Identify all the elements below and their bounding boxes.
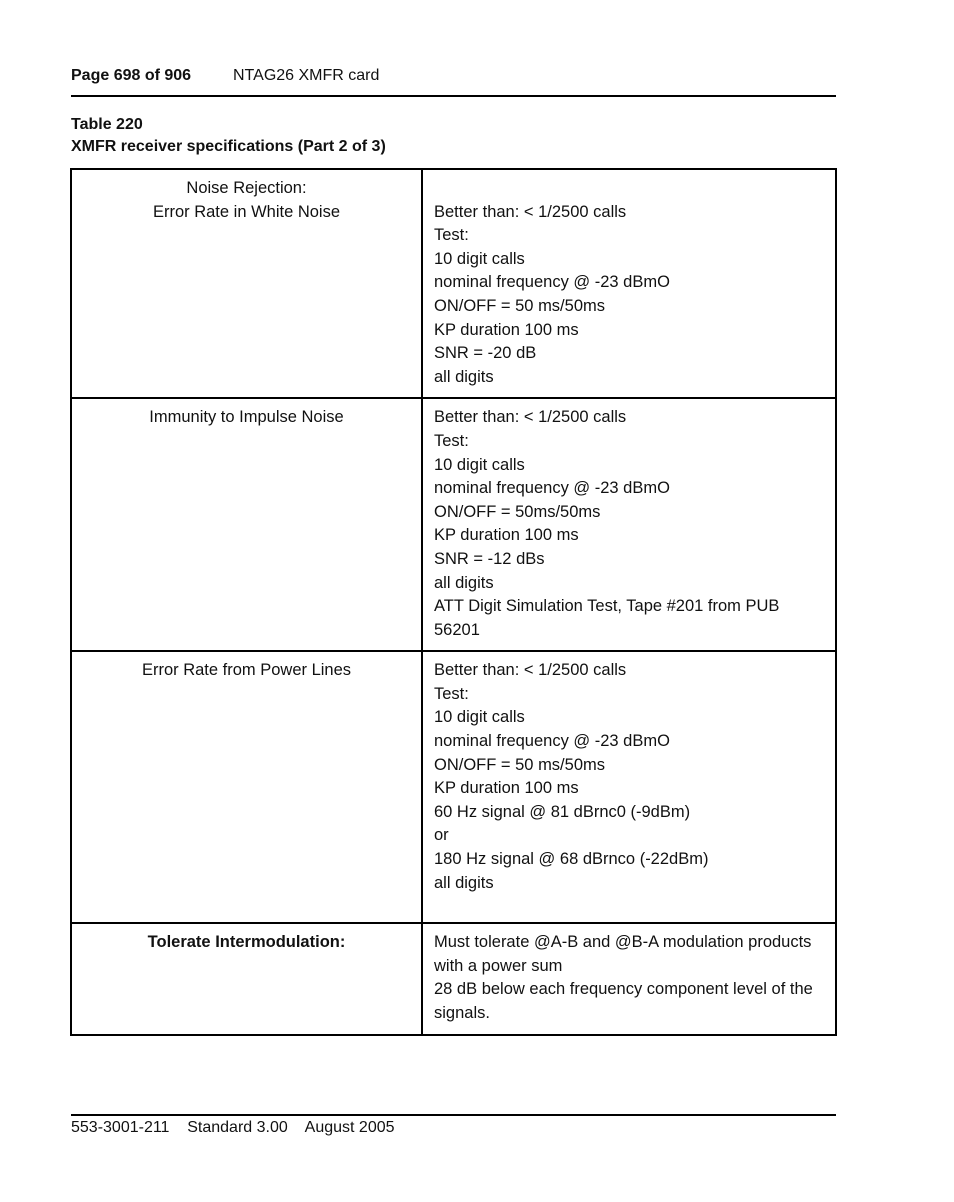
spec-line: all digits (434, 873, 494, 892)
table-number: Table 220 (71, 116, 143, 133)
spec-line: 10 digit calls (434, 249, 525, 268)
spec-line: all digits (434, 367, 494, 386)
spec-cell (422, 169, 836, 398)
spec-line: Better than: < 1/2500 calls (434, 408, 627, 427)
publication-date: August 2005 (304, 1119, 395, 1136)
parameter-cell (71, 398, 422, 651)
table-row (71, 923, 836, 1034)
spec-line: Test: (434, 684, 469, 703)
parameter-label: Noise Rejection: (186, 179, 307, 197)
parameter-cell (71, 923, 422, 1034)
footer-divider (71, 1114, 836, 1116)
spec-line: nominal frequency @ -23 dBmO (434, 732, 670, 751)
spec-line: Test: (434, 226, 469, 245)
spec-line: nominal frequency @ -23 dBmO (434, 479, 670, 498)
table-row (71, 169, 836, 398)
spec-cell (422, 398, 836, 651)
spec-line: 60 Hz signal @ 81 dBrnc0 (-9dBm) (434, 802, 691, 821)
spec-line: 10 digit calls (434, 708, 525, 727)
standard-version: Standard 3.00 (187, 1119, 288, 1136)
doc-number: 553-3001-211 (71, 1119, 170, 1136)
parameter-cell (71, 169, 422, 398)
table-row (71, 651, 836, 923)
table-row (71, 398, 836, 651)
spec-line: SNR = -20 dB (434, 344, 537, 363)
page-footer (71, 1118, 395, 1138)
spec-line: KP duration 100 ms (434, 320, 579, 339)
table-caption (71, 114, 386, 158)
spec-line: KP duration 100 ms (434, 779, 579, 798)
spec-line: Must tolerate @A-B and @B-A modulation products with a power sum (434, 933, 812, 975)
spec-line: 180 Hz signal @ 68 dBrnco (-22dBm) (434, 850, 709, 869)
section-title: NTAG26 XMFR card (233, 67, 380, 84)
spec-cell (422, 651, 836, 923)
parameter-label: Error Rate from Power Lines (141, 661, 352, 680)
header-divider (71, 95, 836, 97)
page-number: Page 698 of 906 (71, 67, 192, 84)
spec-line: ATT Digit Simulation Test, Tape #201 from PUB 56201 (434, 597, 780, 639)
parameter-label: Error Rate in White Noise (152, 202, 341, 221)
spec-line: 28 dB below each frequency component level of the signals. (434, 980, 813, 1023)
spec-line: nominal frequency @ -23 dBmO (434, 273, 670, 292)
spec-line: Better than: < 1/2500 calls (434, 202, 627, 221)
spec-cell (422, 923, 836, 1034)
spec-line: or (434, 826, 449, 845)
spec-line: SNR = -12 dBs (434, 549, 545, 568)
table-title: XMFR receiver specifications (Part 2 of 3) (71, 138, 386, 155)
spec-line: ON/OFF = 50 ms/50ms (434, 296, 605, 315)
spec-line: ON/OFF = 50ms/50ms (434, 502, 601, 521)
parameter-label: Immunity to Impulse Noise (149, 408, 344, 427)
spec-line: all digits (434, 573, 494, 592)
spec-line: Better than: < 1/2500 calls (434, 661, 627, 680)
spec-line (434, 177, 825, 201)
spec-line: KP duration 100 ms (434, 526, 579, 545)
page-header (71, 66, 836, 86)
spec-line: Test: (434, 431, 469, 450)
spec-line: 10 digit calls (434, 455, 525, 474)
parameter-label: Tolerate Intermodulation: (147, 933, 346, 952)
spec-table (70, 168, 837, 1036)
parameter-cell (71, 651, 422, 923)
spec-line: ON/OFF = 50 ms/50ms (434, 755, 605, 774)
